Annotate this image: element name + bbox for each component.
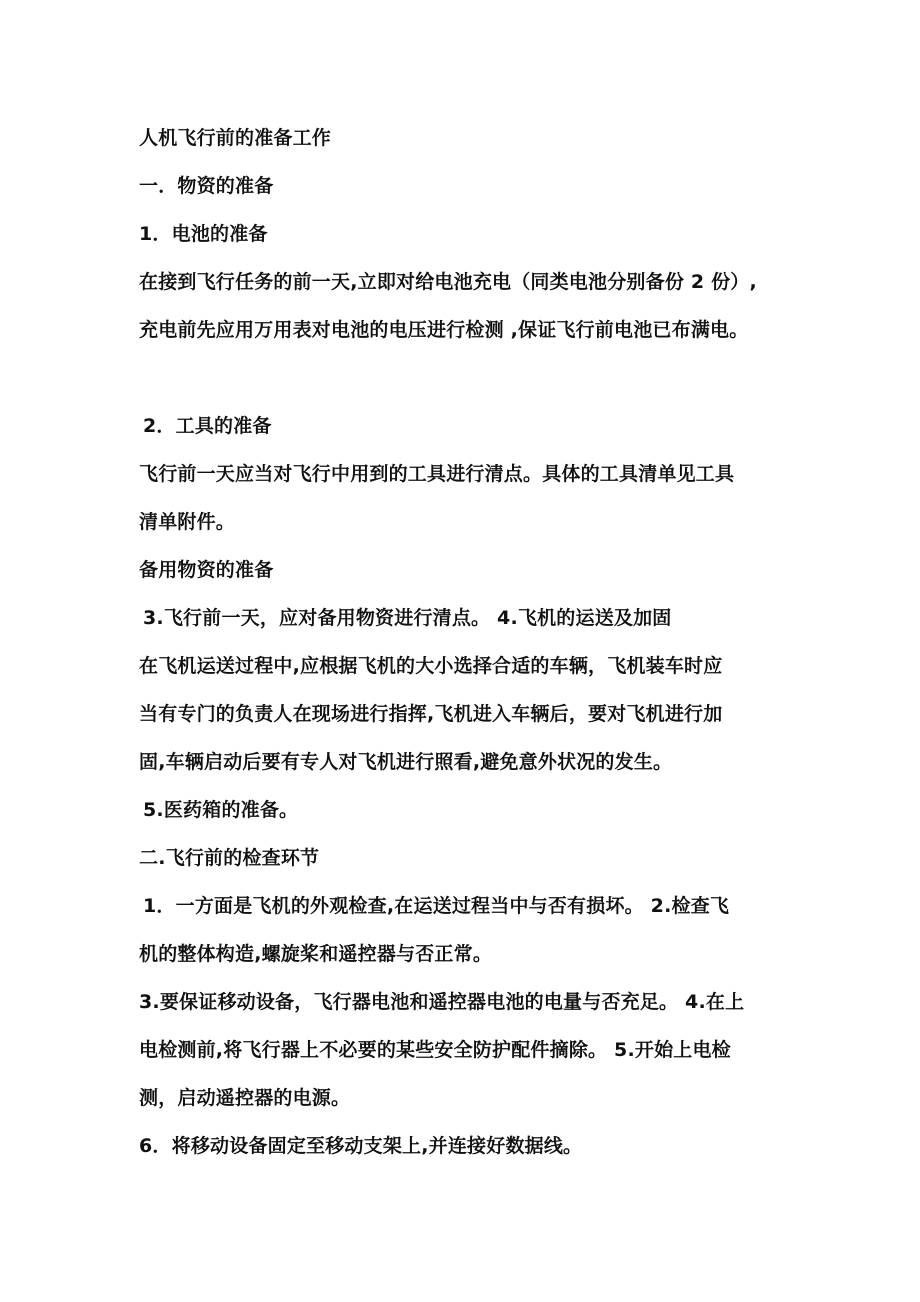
check-line5: 测，启动遥控器的电源。 [139,1087,351,1109]
item1-text-line2: 充电前先应用万用表对电池的电压进行检测 ,保证飞行前电池已布满电。 [139,319,749,341]
transport-line2: 当有专门的负责人在现场进行指挥,飞机进入车辆后，要对飞机进行加 [139,703,723,725]
item1-text-line1: 在接到飞行任务的前一天,立即对给电池充电（同类电池分别备份 2 份）, [139,271,757,293]
spare-heading: 备用物资的准备 [139,559,274,581]
section2-heading: 二.飞行前的检查环节 [139,847,320,869]
check-line6: 6．将移动设备固定至移动支架上,并连接好数据线。 [139,1135,583,1157]
check-line2: 机的整体构造,螺旋桨和遥控器与否正常。 [139,943,493,965]
item2-heading: 2．工具的准备 [143,415,272,437]
document-title: 人机飞行前的准备工作 [139,127,332,149]
transport-line1: 在飞机运送过程中,应根据飞机的大小选择合适的车辆，飞机装车时应 [139,655,723,677]
item2-text-line1: 飞行前一天应当对飞行中用到的工具进行清点。具体的工具清单见工具 [139,463,735,485]
item2-text-line2: 清单附件。 [139,511,236,533]
check-line3: 3.要保证移动设备，飞行器电池和遥控器电池的电量与否充足。 4.在上 [139,991,745,1013]
check-line1: 1．一方面是飞机的外观检查,在运送过程当中与否有损坏。 2.检查飞 [143,895,730,917]
item1-heading: 1．电池的准备 [139,223,268,245]
transport-line3: 固,车辆启动后要有专人对飞机进行照看,避免意外状况的发生。 [139,751,673,773]
section1-heading: 一．物资的准备 [139,175,274,197]
check-line4: 电检测前,将飞行器上不必要的某些安全防护配件摘除。 5.开始上电检 [139,1039,731,1061]
item5-line: 5.医药箱的准备。 [143,799,299,821]
item3-line: 3.飞行前一天，应对备用物资进行清点。 4.飞机的运送及加固 [143,607,672,629]
